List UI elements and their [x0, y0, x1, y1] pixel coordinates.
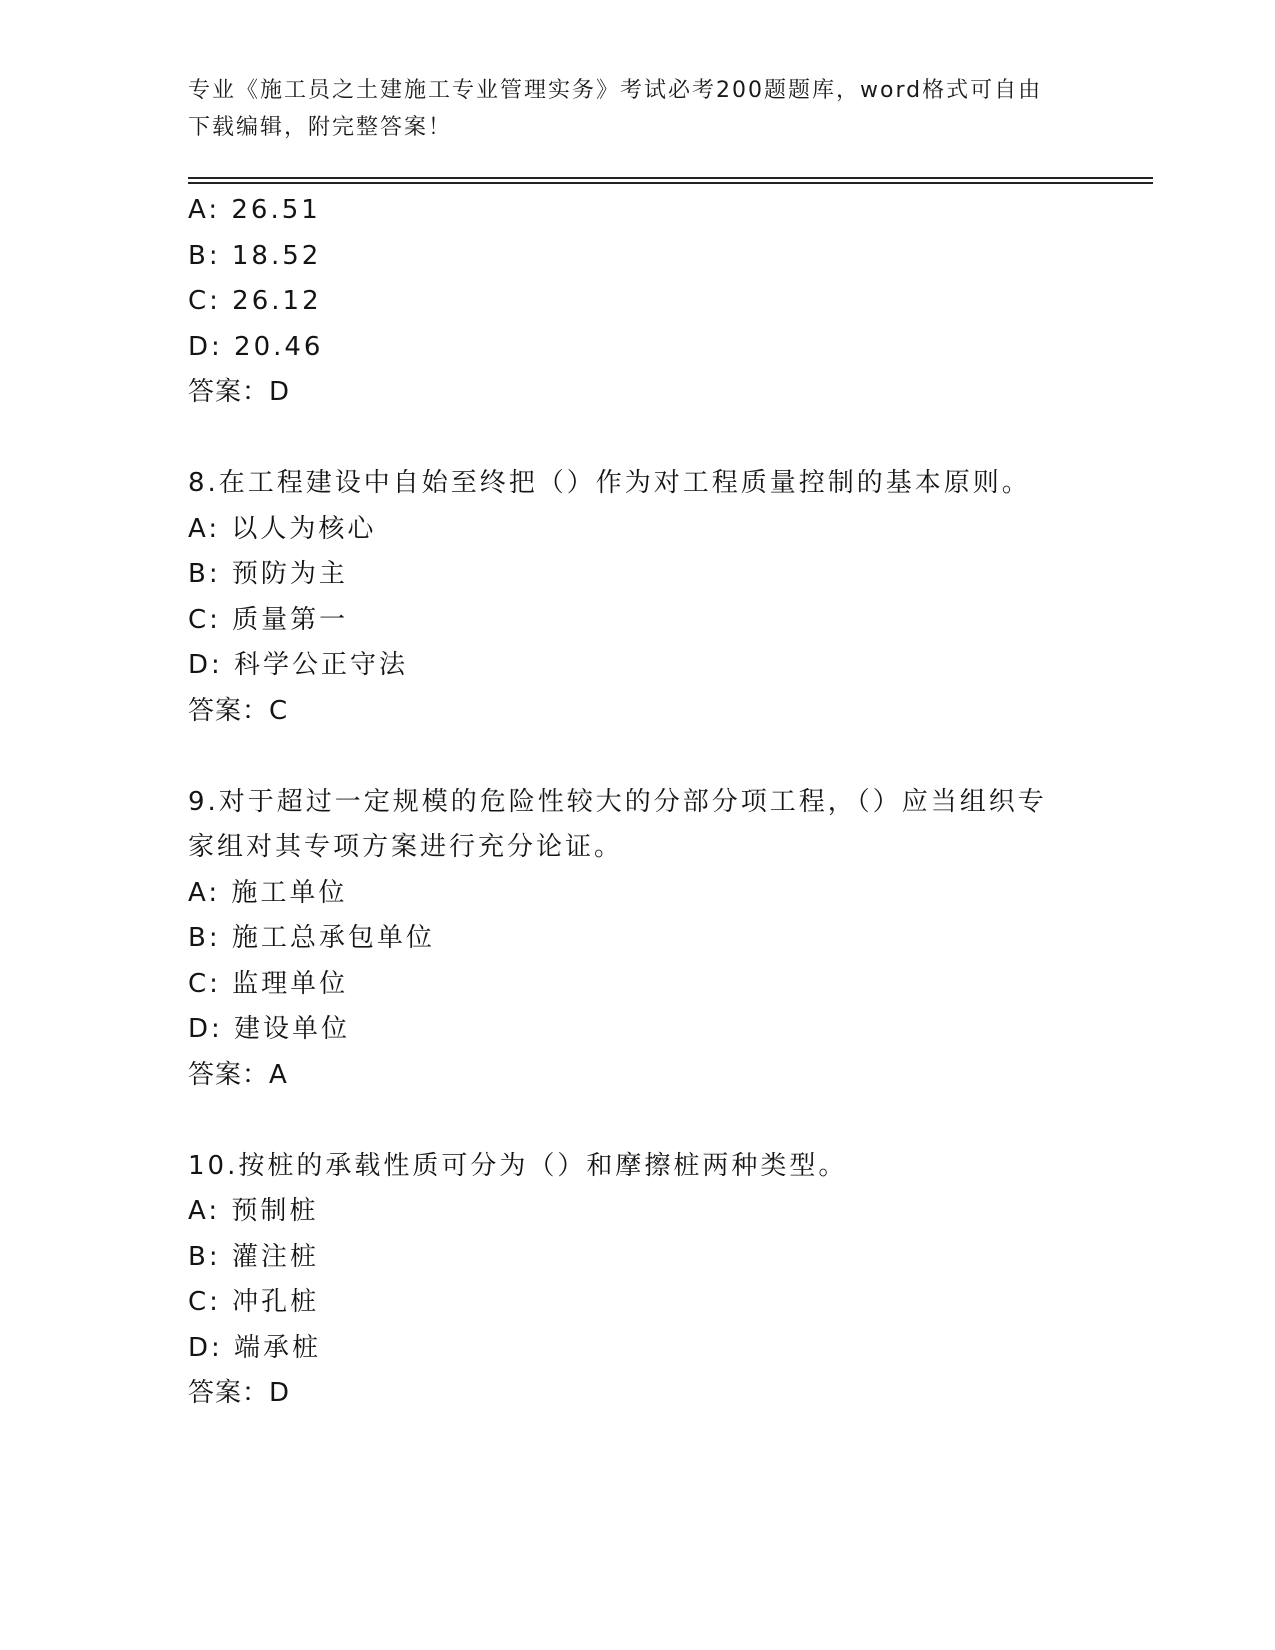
option-a: A: 施工单位 [188, 877, 348, 908]
option-d: D: 20.46 [188, 331, 324, 362]
option-b: B: 预防为主 [188, 559, 348, 589]
option-c: C: 26.12 [188, 286, 322, 316]
question-list [188, 188, 1153, 1417]
header-line-1: 专业《施工员之土建施工专业管理实务》考试必考200题题库，word格式可自由 [188, 78, 1043, 103]
document-header [188, 72, 1088, 146]
answer-line: 答案：A [188, 1059, 288, 1090]
option-d: D: 科学公正守法 [188, 650, 409, 680]
spacer [188, 416, 1153, 462]
option-c: C: 监理单位 [188, 968, 349, 999]
question-text-line-2: 家组对其专项方案进行充分论证。 [188, 832, 624, 862]
option-b: B: 施工总承包单位 [188, 923, 435, 953]
option-d: D: 端承桩 [188, 1332, 322, 1363]
option-a: A: 以人为核心 [188, 513, 377, 544]
question-block-continued [188, 188, 1153, 416]
option-b: B: 18.52 [188, 240, 322, 271]
option-d: D: 建设单位 [188, 1014, 351, 1044]
option-a: A: 预制桩 [188, 1196, 319, 1226]
question-block-9 [188, 780, 1153, 1099]
header-line-2: 下载编辑，附完整答案！ [188, 115, 453, 140]
header-divider-top [188, 177, 1153, 179]
spacer [188, 734, 1153, 780]
option-a: A: 26.51 [188, 195, 321, 225]
question-text-line-1: 9.对于超过一定规模的危险性较大的分部分项工程，（）应当组织专 [188, 786, 1047, 817]
spacer [188, 1098, 1153, 1144]
question-block-8 [188, 461, 1153, 734]
option-b: B: 灌注桩 [188, 1241, 319, 1272]
header-divider-bottom [188, 182, 1153, 184]
question-text: 8.在工程建设中自始至终把（）作为对工程质量控制的基本原则。 [188, 468, 1031, 498]
answer-line: 答案：D [188, 1378, 291, 1408]
answer-line: 答案：D [188, 377, 291, 407]
answer-line: 答案：C [188, 695, 289, 726]
question-text: 10.按桩的承载性质可分为（）和摩擦桩两种类型。 [188, 1150, 848, 1181]
option-c: C: 冲孔桩 [188, 1287, 320, 1317]
question-block-10 [188, 1144, 1153, 1417]
option-c: C: 质量第一 [188, 604, 349, 635]
